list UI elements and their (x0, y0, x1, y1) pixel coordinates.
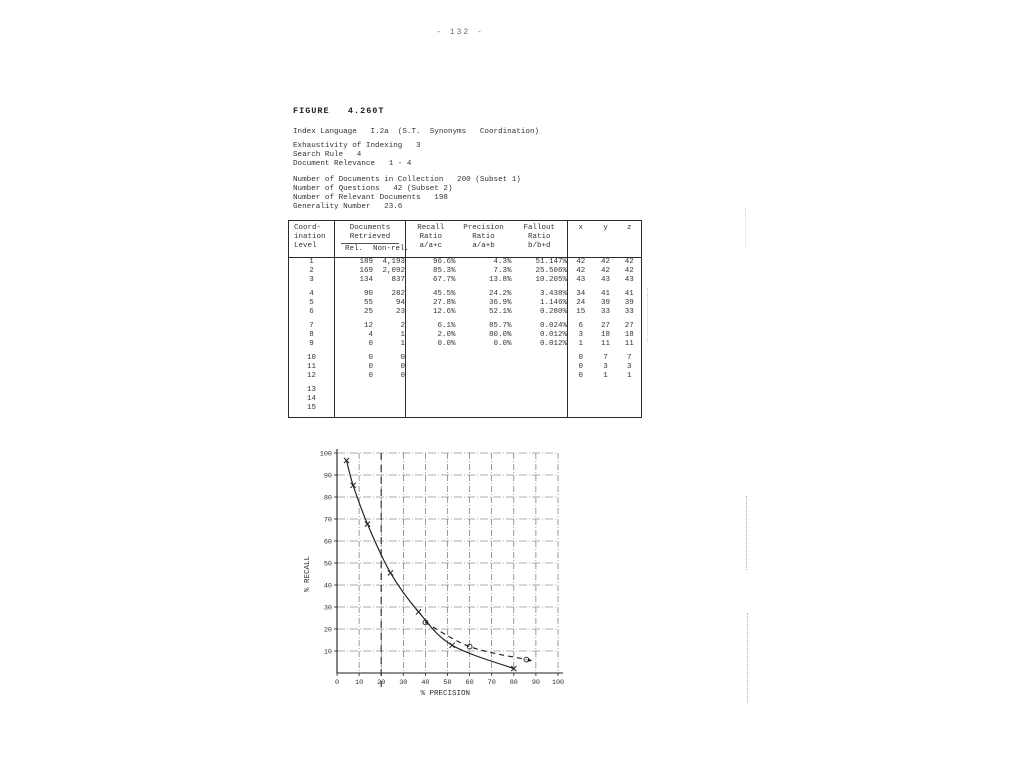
table-cell: 42 (576, 267, 586, 275)
arrowhead (527, 658, 532, 662)
table-cell: 2.0% (437, 331, 456, 339)
table-cell: 33 (624, 308, 634, 316)
table-cell: 42 (600, 258, 610, 266)
results-table (288, 220, 642, 418)
meta-collection-group (293, 176, 539, 212)
header-recall-ratio: Recall Ratio a/a+c (406, 221, 456, 258)
table-cell: 0 (373, 349, 405, 363)
table-cell (335, 395, 374, 404)
table-cell: 27.8% (432, 299, 456, 307)
table-cell: 5 (289, 299, 335, 308)
table-cell: 52.1% (488, 308, 512, 316)
chart-text: 100 (551, 679, 565, 687)
table-cell: 94 (373, 299, 405, 308)
table-cell: 13.8% (488, 276, 512, 284)
table-cell: 0 (578, 363, 583, 371)
table-cell (373, 395, 405, 404)
meta-number-of-questions: Number of Questions 42 (Subset 2) (293, 185, 453, 193)
table-cell (406, 349, 456, 363)
meta-exhaustivity: Exhaustivity of Indexing 3 (293, 142, 421, 150)
chart-text: 50 (443, 679, 452, 687)
meta-relevant-documents: Number of Relevant Documents 198 (293, 194, 448, 202)
meta-document-relevance: Document Relevance 1 - 4 (293, 160, 412, 168)
table-cell: 6 (578, 322, 583, 330)
table-cell: 24 (576, 299, 586, 307)
scan-artifact (747, 613, 748, 703)
table-cell: 41 (600, 290, 610, 298)
table-cell: 25.506% (512, 267, 568, 276)
table-cell (618, 381, 642, 395)
table-cell: 0 (578, 372, 583, 380)
table-cell (373, 381, 405, 395)
table-cell: 25 (364, 308, 374, 316)
table-cell: 0.0% (493, 340, 512, 348)
x-marker (388, 570, 393, 575)
scan-artifact (746, 496, 747, 570)
table-cell: 45.5% (432, 290, 456, 298)
table-cell: 7 (626, 354, 632, 362)
table-row (289, 258, 642, 268)
table-cell (456, 381, 512, 395)
table-cell (568, 404, 594, 418)
header-non-rel: Non-rel. (373, 245, 410, 253)
chart-text: 20 (377, 679, 386, 687)
chart-text: 80 (509, 679, 518, 687)
results-table-container (288, 220, 642, 418)
table-row (289, 372, 642, 381)
table-cell (335, 381, 374, 395)
table-cell: 1 (289, 258, 335, 268)
table-cell (594, 404, 618, 418)
table-cell (456, 349, 512, 363)
table-cell: 42 (624, 267, 634, 275)
table-cell: 43 (576, 276, 586, 284)
table-cell: 7.3% (493, 267, 512, 275)
table-cell (406, 363, 456, 372)
table-cell: 0.280% (512, 308, 568, 317)
table-cell: 6 (289, 308, 335, 317)
table-cell: 2 (373, 317, 405, 331)
table-row (289, 381, 642, 395)
table-cell (512, 404, 568, 418)
table-cell: 3 (578, 331, 583, 339)
table-cell: 1 (373, 331, 405, 340)
table-cell (512, 372, 568, 381)
table-cell: 15 (289, 404, 335, 418)
table-cell: 51.147% (512, 258, 568, 268)
table-cell: 282 (373, 285, 405, 299)
table-cell: 0 (368, 354, 374, 362)
page-number: - 132 - (436, 28, 484, 37)
table-cell: 3 (289, 276, 335, 285)
table-cell: 90 (364, 290, 374, 298)
table-cell: 1 (578, 340, 583, 348)
meta-documents-in-collection: Number of Documents in Collection 200 (Subset 1) (293, 176, 521, 184)
table-cell: 18 (600, 331, 610, 339)
table-row (289, 276, 642, 285)
chart-text: 10 (355, 679, 364, 687)
chart-text: 30 (323, 604, 332, 613)
table-cell: 6.1% (437, 322, 456, 330)
table-cell: 0.012% (512, 340, 568, 349)
table-cell (406, 381, 456, 395)
chart-text: 80 (323, 494, 332, 503)
figure-header-block (293, 106, 539, 212)
table-cell (456, 363, 512, 372)
table-cell: 10.205% (512, 276, 568, 285)
figure-title: FIGURE 4.260T (293, 106, 385, 116)
table-cell: 12.6% (432, 308, 456, 316)
table-cell: 1 (373, 340, 405, 349)
chart-text: 60 (465, 679, 474, 687)
table-cell: 55 (364, 299, 374, 307)
x-marker (450, 643, 455, 648)
table-row (289, 317, 642, 331)
table-cell (594, 395, 618, 404)
table-cell: 67.7% (432, 276, 456, 284)
table-cell: 0 (373, 363, 405, 372)
table-cell: 85.3% (432, 267, 456, 275)
chart-text: 90 (531, 679, 540, 687)
table-cell: 2 (289, 267, 335, 276)
chart-text: 60 (323, 538, 332, 547)
chart-text: 50 (323, 560, 332, 569)
table-cell (456, 404, 512, 418)
table-cell: 0.0% (437, 340, 456, 348)
x-axis-label: % PRECISION (420, 690, 471, 698)
header-fallout-ratio: Fallout Ratio b/b+d (512, 221, 568, 258)
table-cell: 1.146% (512, 299, 568, 308)
table-cell: 11 (624, 340, 634, 348)
table-cell: 42 (576, 258, 586, 266)
table-cell: 169 (359, 267, 374, 275)
chart-text: 70 (487, 679, 496, 687)
table-cell: 39 (624, 299, 634, 307)
table-cell: 1 (603, 372, 608, 380)
table-cell: 11 (600, 340, 610, 348)
table-cell (456, 395, 512, 404)
table-cell: 14 (289, 395, 335, 404)
meta-generality-number: Generality Number 23.6 (293, 203, 403, 211)
chart-text: 70 (323, 516, 332, 525)
table-row (289, 285, 642, 299)
table-row (289, 267, 642, 276)
table-cell: 0 (368, 340, 374, 348)
chart-text: 30 (399, 679, 408, 687)
x-marker (365, 521, 370, 526)
table-cell (568, 381, 594, 395)
table-cell: 0.012% (512, 331, 568, 340)
table-cell: 4,193 (373, 258, 405, 268)
chart-text: 10 (323, 648, 332, 657)
table-cell (456, 372, 512, 381)
table-cell: 4 (368, 331, 374, 339)
table-cell: 18 (624, 331, 634, 339)
header-documents-retrieved: Documents Retrieved Rel. Non-rel. (335, 221, 406, 258)
table-cell: 43 (600, 276, 610, 284)
table-cell: 34 (576, 290, 586, 298)
table-cell: 23 (373, 308, 405, 317)
table-cell: 7 (603, 354, 608, 362)
table-row (289, 299, 642, 308)
header-coordination-level: Coord- ination Level (289, 221, 335, 258)
figure-metadata (293, 128, 539, 212)
table-row (289, 331, 642, 340)
table-cell: 189 (359, 258, 374, 266)
table-cell: 8 (289, 331, 335, 340)
table-cell: 4 (289, 285, 335, 299)
table-cell: 3 (603, 363, 608, 371)
table-row (289, 349, 642, 363)
table-cell (618, 404, 642, 418)
table-cell: 36.9% (488, 299, 512, 307)
table-cell: 12 (364, 322, 374, 330)
table-row (289, 340, 642, 349)
table-cell: 85.7% (488, 322, 512, 330)
table-cell (512, 381, 568, 395)
table-cell: 0.024% (512, 317, 568, 331)
table-cell (512, 349, 568, 363)
header-rel: Rel. (344, 245, 363, 253)
table-row (289, 404, 642, 418)
table-cell (373, 404, 405, 418)
meta-index-language: Index Language I.2a (S.T. Synonyms Coordination) (293, 128, 540, 136)
table-cell: 13 (289, 381, 335, 395)
table-cell: 4.3% (493, 258, 512, 266)
table-cell: 0 (368, 363, 374, 371)
chart-text: 20 (323, 626, 332, 635)
series-line-dashed (425, 622, 526, 659)
table-cell: 3 (626, 363, 632, 371)
chart-svg (300, 438, 580, 706)
scan-artifact (745, 208, 746, 248)
table-row (289, 308, 642, 317)
meta-search-rule: Search Rule 4 (293, 151, 362, 159)
table-cell (406, 372, 456, 381)
table-cell: 0 (368, 372, 374, 380)
table-cell: 33 (600, 308, 610, 316)
table-cell: 134 (359, 276, 374, 284)
table-cell: 41 (624, 290, 634, 298)
table-cell: 27 (624, 322, 634, 330)
table-cell (406, 395, 456, 404)
table-cell: 15 (576, 308, 586, 316)
table-cell: 10 (289, 349, 335, 363)
chart-text: 40 (421, 679, 430, 687)
table-cell: 2,092 (373, 267, 405, 276)
table-cell: 9 (289, 340, 335, 349)
table-cell: 42 (600, 267, 610, 275)
header-y: y (594, 221, 618, 258)
table-cell: 42 (624, 258, 634, 266)
table-cell (568, 395, 594, 404)
x-marker (416, 609, 421, 614)
table-cell (594, 381, 618, 395)
chart-text: 0 (334, 679, 340, 687)
table-cell (335, 404, 374, 418)
table-body (289, 258, 642, 418)
table-cell: 1 (626, 372, 632, 380)
table-cell (512, 363, 568, 372)
table-cell: 24.2% (488, 290, 512, 298)
table-cell: 43 (624, 276, 634, 284)
header-precision-ratio: Precision Ratio a/a+b (456, 221, 512, 258)
table-cell: 837 (373, 276, 405, 285)
chart-text: 90 (323, 472, 332, 481)
table-cell: 7 (289, 317, 335, 331)
table-cell (406, 404, 456, 418)
table-cell: 27 (600, 322, 610, 330)
y-axis-label: % RECALL (304, 555, 312, 593)
table-cell: 11 (289, 363, 335, 372)
table-cell: 3.438% (512, 285, 568, 299)
scan-artifact (647, 288, 648, 342)
table-cell: 80.0% (488, 331, 512, 339)
table-cell: 0 (373, 372, 405, 381)
header-z: z (618, 221, 642, 258)
series-line-solid (347, 460, 514, 668)
recall-precision-chart (300, 438, 580, 711)
header-x: x (568, 221, 594, 258)
table-row (289, 395, 642, 404)
table-cell: 96.6% (432, 258, 456, 266)
chart-text: 40 (323, 582, 332, 591)
table-row (289, 363, 642, 372)
table-cell (512, 395, 568, 404)
table-cell: 0 (578, 354, 583, 362)
chart-text: 100 (319, 450, 332, 459)
table-cell: 12 (289, 372, 335, 381)
table-cell: 39 (600, 299, 610, 307)
table-header-row (289, 221, 642, 258)
table-cell (618, 395, 642, 404)
